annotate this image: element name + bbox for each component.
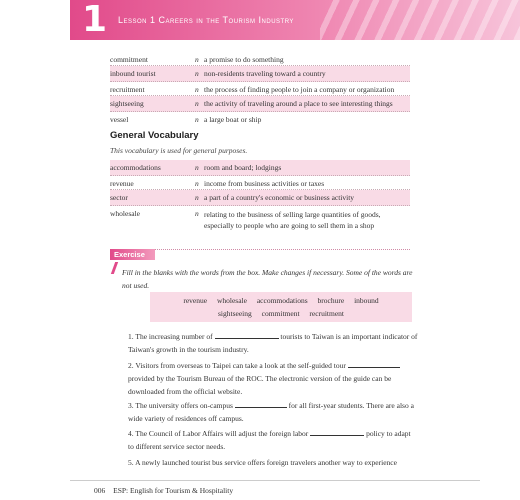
question-text: 3. The university offers on-campus (128, 401, 233, 410)
vocab-row (110, 66, 410, 82)
vocab-def: the activity of traveling around a place to see interesting things (204, 99, 393, 108)
vocab-term: sector (110, 193, 128, 202)
vocab-term: wholesale (110, 209, 140, 218)
vocab-def: a large boat or ship (204, 115, 262, 124)
vocab-def: the process of finding people to join a company or organization (204, 85, 395, 94)
section-subtitle: This vocabulary is used for general purposes. (110, 146, 248, 155)
answer-blank[interactable] (235, 400, 287, 408)
question-text: policy to adapt to different service sector needs. (128, 429, 411, 451)
question-text: 4. The Council of Labor Affairs will adjust the foreign labor (128, 429, 309, 438)
vocab-term: vessel (110, 115, 129, 124)
word-option: recruitment (309, 309, 344, 318)
question-text: tourists to Taiwan is an important indicator of Taiwan's growth in the tourism industry. (128, 332, 418, 354)
word-box-line (150, 296, 412, 305)
question-text: for all first-year students. There are also a wide variety of residences off campus. (128, 401, 414, 423)
vocab-pos: n (195, 163, 199, 172)
lesson-header (70, 0, 520, 40)
question-text: 1. The increasing number of (128, 332, 213, 341)
question-5 (128, 456, 418, 469)
word-option: accommodations (256, 296, 308, 305)
exercise-divider (110, 249, 410, 250)
answer-blank[interactable] (310, 428, 364, 436)
vocab-term: revenue (110, 179, 134, 188)
vocab-def: non-residents traveling toward a country (204, 69, 326, 78)
answer-blank[interactable] (348, 360, 400, 368)
vocab-term: inbound tourist (110, 69, 156, 78)
word-option: brochure (317, 296, 345, 305)
word-option: revenue (183, 296, 208, 305)
vocab-row (110, 112, 410, 126)
vocab-pos: n (195, 115, 199, 124)
vocab-def: a promise to do something (204, 55, 284, 64)
vocab-def: a part of a country's economic or business activity (204, 193, 355, 202)
vocab-row (110, 176, 410, 190)
page-number: 006 (94, 486, 106, 495)
exercise-label: Exercise (114, 250, 145, 259)
lesson-title: Lesson 1 Careers in the Tourism Industry (118, 15, 294, 25)
vocab-row (110, 52, 410, 66)
vocab-term: recruitment (110, 85, 145, 94)
question-3 (128, 399, 418, 425)
footer-divider (70, 480, 480, 481)
word-box (150, 292, 412, 322)
question-text: 5. A newly launched tourist bus service offers foreign travelers another way to experience (128, 458, 397, 467)
vocab-row (110, 96, 410, 112)
vocab-row (110, 160, 410, 176)
vocab-row (110, 190, 410, 206)
section-title: General Vocabulary (110, 130, 199, 141)
book-title: ESP: English for Tourism & Hospitality (113, 486, 234, 495)
vocab-pos: n (195, 193, 199, 202)
question-4 (128, 427, 418, 453)
question-2 (128, 359, 418, 398)
vocab-row (110, 82, 410, 96)
question-text: 2. Visitors from overseas to Taipei can take a look at the self-guided tour (128, 361, 346, 370)
question-1 (128, 330, 418, 356)
vocab-def: income from business activities or taxes (204, 179, 325, 188)
word-option: sightseeing (218, 309, 252, 318)
exercise-instructions: Fill in the blanks with the words from the box. Make changes if necessary. Some of the words are not used. (122, 268, 413, 290)
header-stripes (320, 0, 520, 40)
word-option: inbound (354, 296, 379, 305)
lesson-number: 1 (82, 0, 108, 40)
vocab-term: sightseeing (110, 99, 144, 108)
vocab-def: room and board; lodgings (204, 163, 282, 172)
vocab-term: commitment (110, 55, 148, 64)
vocab-pos: n (195, 55, 199, 64)
answer-blank[interactable] (215, 331, 279, 339)
vocab-pos: n (195, 69, 199, 78)
vocab-pos: n (195, 179, 199, 188)
vocab-pos: n (195, 209, 199, 218)
word-option: wholesale (216, 296, 247, 305)
exercise-tab (110, 249, 155, 260)
question-text: provided by the Tourism Bureau of the ROC. The electronic version of the guide can be downloaded from the official website. (128, 374, 392, 396)
vocab-term: accommodations (110, 163, 161, 172)
vocab-row (110, 206, 410, 232)
word-option: commitment (261, 309, 300, 318)
vocab-def: relating to the business of selling large quantities of goods, especially to people who are going to sell them in a shop (204, 210, 381, 230)
vocab-pos: n (195, 85, 199, 94)
page-footer (94, 486, 233, 495)
word-box-line (150, 309, 412, 318)
exercise-accent-icon (111, 262, 118, 274)
vocab-pos: n (195, 99, 199, 108)
